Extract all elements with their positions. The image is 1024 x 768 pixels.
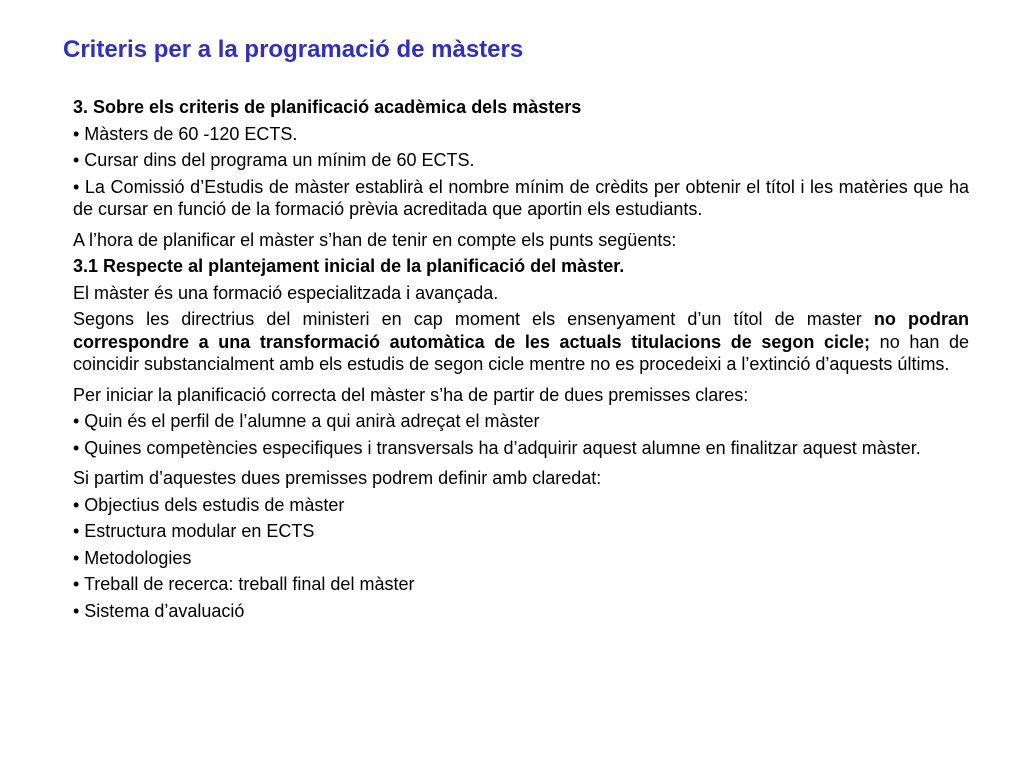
define-intro: Si partim d’aquestes dues premisses podrem definir amb claredat: [73, 468, 602, 488]
slide-body [73, 96, 969, 626]
bullet-ects-range: • Màsters de 60 -120 ECTS. [73, 123, 298, 144]
directives-text-start: Segons les directrius del ministeri en cap moment els ensenyament d’un títol de master [73, 309, 874, 329]
bullet-research-work: • Treball de recerca: treball final del màster [73, 574, 415, 594]
bullet-modular-structure: • Estructura modular en ECTS [73, 521, 315, 541]
specialized-training-text: El màster és una formació especialitzada i avançada. [73, 282, 499, 303]
bullet-evaluation-system: • Sistema d’avaluació [73, 600, 245, 621]
bullet-methodologies: • Metodologies [73, 547, 192, 568]
bullet-objectives: • Objectius dels estudis de màster [73, 494, 345, 515]
bullet-min-ects: • Cursar dins del programa un mínim de 60 ECTS. [73, 150, 475, 170]
premises-intro: Per iniciar la planificació correcta del màster s’ha de partir de dues premisses clares: [73, 384, 749, 405]
directives-text-end: no han de coincidir substancialment amb els estudis de segon cicle mentre no es procedeixi a l’extinció d’aquests últims. [73, 331, 970, 374]
ministry-directives-paragraph [73, 308, 969, 376]
directives-bold-text: no podran correspondre a una transformació automàtica de les actuals titulacions de segon cicle; [73, 309, 969, 352]
bullet-competences: • Quines competències especifiques i transversals ha d’adquirir aquest alumne en finalitzar aquest màster. [73, 437, 921, 458]
bullet-student-profile: • Quin és el perfil de l’alumne a qui anirà adreçat el màster [73, 411, 540, 431]
section-3-heading: 3. Sobre els criteris de planificació acadèmica dels màsters [73, 97, 582, 117]
slide-title: Criteris per a la programació de màsters [63, 36, 524, 63]
section-3-1-heading: 3.1 Respecte al plantejament inicial de la planificació del màster. [73, 256, 625, 276]
planning-intro: A l’hora de planificar el màster s’han de tenir en compte els punts següents: [73, 229, 677, 250]
bullet-commission: • La Comissió d’Estudis de màster establirà el nombre mínim de crèdits per obtenir el títol i les matèries que ha de cursar en funció de la formació prèvia acreditada que aportin els estudiants. [73, 176, 969, 219]
